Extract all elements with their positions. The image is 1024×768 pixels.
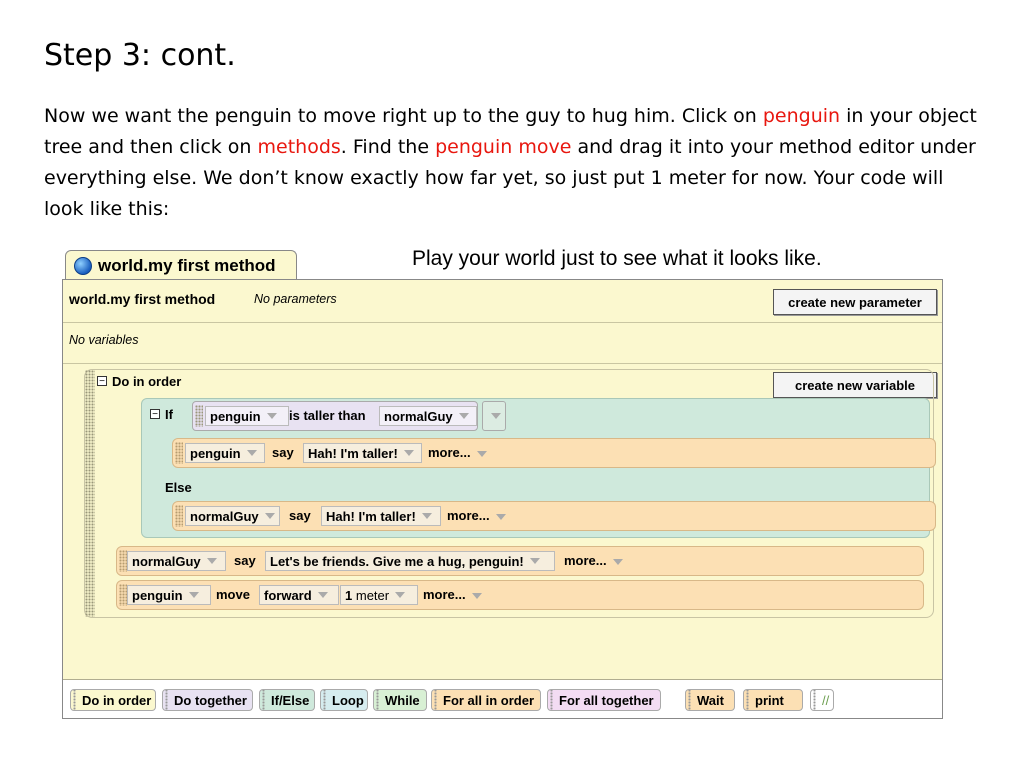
do-in-order-block[interactable] <box>84 369 934 618</box>
drag-handle[interactable] <box>85 370 95 617</box>
more-label: more... <box>447 508 490 523</box>
method-editor-tab[interactable] <box>65 250 297 280</box>
collapse-if-icon[interactable]: − <box>150 409 160 419</box>
move-amount-dropdown[interactable] <box>340 585 418 605</box>
say-verb: say <box>272 445 294 460</box>
drag-handle[interactable] <box>175 505 183 527</box>
drag-handle[interactable] <box>119 550 127 572</box>
move-object-dropdown[interactable] <box>127 585 211 605</box>
play-world-note: Play your world just to see what it looks like. <box>412 247 822 270</box>
method-header-row <box>63 280 942 323</box>
if-say-statement[interactable] <box>172 438 936 468</box>
say-text-dropdown[interactable] <box>321 506 441 526</box>
dropdown-arrow-icon <box>472 593 482 599</box>
instr-highlight-penguin: penguin <box>762 105 841 127</box>
dropdown-arrow-icon <box>477 451 487 457</box>
palette-comment[interactable]: // <box>810 689 834 711</box>
palette-for-all-together[interactable]: For all together <box>547 689 661 711</box>
more-label: more... <box>564 553 607 568</box>
say-verb: say <box>289 508 311 523</box>
instr-text-4: and drag it into your method editor under everything else. We don’t know exactly how far yet, so just put 1 meter for now. Your code will look like this: <box>44 136 976 220</box>
instructions-paragraph <box>44 101 984 225</box>
move-unit: meter <box>355 587 390 603</box>
say-object-dropdown[interactable] <box>127 551 226 571</box>
move-verb: move <box>216 587 250 602</box>
say-object: normalGuy <box>190 508 259 524</box>
create-new-variable-button[interactable]: create new variable <box>773 372 937 398</box>
instr-text-2: in your object tree and then click on <box>44 105 977 158</box>
control-palette <box>63 679 942 718</box>
if-condition[interactable] <box>192 401 478 431</box>
palette-do-in-order[interactable]: Do in order <box>70 689 156 711</box>
condition-operator: is taller than <box>289 408 366 423</box>
else-say-statement[interactable] <box>172 501 936 531</box>
if-keyword: If <box>165 407 173 422</box>
penguin-move-statement[interactable] <box>116 580 924 610</box>
else-keyword: Else <box>165 480 192 495</box>
instr-highlight-methods: methods <box>257 136 341 158</box>
dropdown-arrow-icon <box>207 558 217 564</box>
say-object-dropdown[interactable] <box>185 506 280 526</box>
say-text: Let's be friends. Give me a hug, penguin! <box>270 553 524 569</box>
more-options[interactable] <box>428 445 487 460</box>
say-text-dropdown[interactable] <box>265 551 555 571</box>
palette-if-else[interactable]: If/Else <box>259 689 315 711</box>
drag-handle[interactable] <box>119 584 127 606</box>
instr-text-1: Now we want the penguin to move right up to the guy to hug him. Click on <box>44 105 763 127</box>
palette-print[interactable]: print <box>743 689 803 711</box>
instr-text-3: . Find the <box>340 136 436 158</box>
condition-drag-handle[interactable] <box>195 405 203 427</box>
dropdown-arrow-icon <box>496 514 506 520</box>
dropdown-arrow-icon <box>265 513 275 519</box>
palette-loop[interactable]: Loop <box>320 689 368 711</box>
more-options[interactable] <box>564 553 623 568</box>
dropdown-arrow-icon <box>318 592 328 598</box>
method-editor <box>62 279 943 719</box>
dropdown-arrow-icon <box>247 450 257 456</box>
dropdown-arrow-icon <box>395 592 405 598</box>
dropdown-arrow-icon <box>189 592 199 598</box>
slide-title: Step 3: cont. <box>44 38 236 73</box>
say-text-dropdown[interactable] <box>303 443 422 463</box>
dropdown-arrow-icon <box>267 413 277 419</box>
more-label: more... <box>423 587 466 602</box>
more-label: more... <box>428 445 471 460</box>
palette-do-together[interactable]: Do together <box>162 689 253 711</box>
dropdown-arrow-icon <box>422 513 432 519</box>
no-variables-label: No variables <box>69 333 139 347</box>
move-direction-dropdown[interactable] <box>259 585 339 605</box>
method-name: world.my first method <box>69 291 216 307</box>
palette-while[interactable]: While <box>373 689 427 711</box>
collapse-do-in-order-icon[interactable]: − <box>97 376 107 386</box>
palette-wait[interactable]: Wait <box>685 689 735 711</box>
world-globe-icon <box>74 257 92 275</box>
condition-subject: penguin <box>210 408 261 424</box>
say-object: penguin <box>190 445 241 461</box>
create-new-parameter-button[interactable]: create new parameter <box>773 289 937 315</box>
dropdown-arrow-icon <box>491 413 501 419</box>
no-parameters-label: No parameters <box>254 292 337 306</box>
more-options[interactable] <box>423 587 482 602</box>
normalguy-say-statement[interactable] <box>116 546 924 576</box>
instr-highlight-penguin-move: penguin move <box>435 136 572 158</box>
say-text: Hah! I'm taller! <box>326 508 416 524</box>
say-verb: say <box>234 553 256 568</box>
drag-handle[interactable] <box>175 442 183 464</box>
say-text: Hah! I'm taller! <box>308 445 398 461</box>
if-else-block[interactable] <box>141 398 930 538</box>
say-object: normalGuy <box>132 553 201 569</box>
say-object-dropdown[interactable] <box>185 443 265 463</box>
dropdown-arrow-icon <box>613 559 623 565</box>
dropdown-arrow-icon <box>530 558 540 564</box>
move-direction: forward <box>264 587 312 603</box>
condition-extra-dropdown[interactable] <box>482 401 506 431</box>
code-area <box>63 363 942 681</box>
dropdown-arrow-icon <box>459 413 469 419</box>
dropdown-arrow-icon <box>404 450 414 456</box>
tab-label: world.my first method <box>98 255 276 275</box>
move-amount: 1 <box>345 587 353 603</box>
do-in-order-label: Do in order <box>112 374 182 389</box>
condition-object: normalGuy <box>384 408 453 424</box>
condition-object-dropdown[interactable] <box>379 406 477 426</box>
palette-for-all-in-order[interactable]: For all in order <box>431 689 541 711</box>
condition-subject-dropdown[interactable] <box>205 406 289 426</box>
more-options[interactable] <box>447 508 506 523</box>
move-object: penguin <box>132 587 183 603</box>
